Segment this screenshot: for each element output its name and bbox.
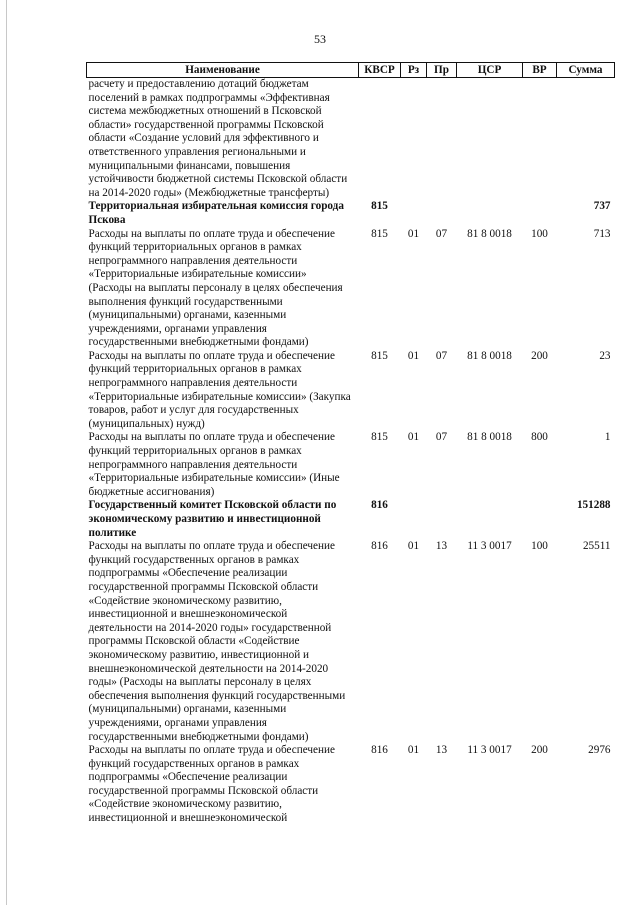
table-row xyxy=(87,744,615,826)
row-pr xyxy=(427,200,457,227)
row-csr: 81 8 0018 xyxy=(467,431,512,444)
row-kvsr: 816 xyxy=(371,744,388,757)
row-rz: 01 xyxy=(407,349,420,362)
row-csr xyxy=(457,78,523,201)
row-csr: 81 8 0018 xyxy=(467,349,512,362)
header-vr: ВР xyxy=(523,63,557,78)
row-name: Расходы на выплаты по оплате труда и обеспечение функций территориальных органов в рамках непрограммного направления деятельности «Территориальные избирательные комиссии» (Расходы на выплаты персоналу в целях обеспечения выполнения функций государственными (муниципальными) органами, казенными учреждениями, органами управления государственными внебюджетными фондами) xyxy=(88,227,343,349)
row-pr: 07 xyxy=(435,349,448,362)
page-number: 53 xyxy=(314,32,326,46)
row-name: Расходы на выплаты по оплате труда и обеспечение функций государственных органов в рамках подпрограммы «Обеспечение реализации государственной программы Псковской области «Содействие экономическому развитию, инвестиционной и внешнеэкономической деятельности на 2014-2020 годы» государственной программы Псковской области «Содействие экономическому развитию, инвестиционной и внешнеэкономической деятельности на 2014-2020 годы» (Расходы на выплаты персоналу в целях обеспечения выполнения функций государственными (муниципальными) органами, казенными учреждениями, органами управления государственными внебюджетными фондами) xyxy=(88,540,346,743)
row-sum: 23 xyxy=(599,349,611,362)
row-kvsr: 816 xyxy=(371,499,388,512)
header-rz: Рз xyxy=(401,63,427,78)
table-row xyxy=(87,350,615,432)
row-kvsr: 815 xyxy=(371,431,388,444)
row-sum xyxy=(557,78,615,201)
row-pr: 13 xyxy=(435,540,448,553)
row-rz xyxy=(401,499,427,540)
table-row xyxy=(87,431,615,499)
row-vr xyxy=(523,78,557,201)
row-name: Расходы на выплаты по оплате труда и обеспечение функций территориальных органов в рамках непрограммного направления деятельности «Территориальные избирательные комиссии» (Закупка товаров, работ и услуг для государственных (муниципальных) нужд) xyxy=(88,349,351,430)
row-csr xyxy=(457,200,523,227)
row-csr xyxy=(457,499,523,540)
table-row xyxy=(87,499,615,540)
row-pr: 07 xyxy=(435,227,448,240)
row-sum: 1 xyxy=(604,431,611,444)
row-rz: 01 xyxy=(407,431,420,444)
row-name: Государственный комитет Псковской области по экономическому развитию и инвестиционной политике xyxy=(88,499,337,539)
row-rz: 01 xyxy=(407,540,420,553)
row-kvsr: 815 xyxy=(371,227,388,240)
row-pr xyxy=(427,78,457,201)
row-pr xyxy=(427,499,457,540)
row-name: Территориальная избирательная комиссия города Пскова xyxy=(88,200,344,226)
table-row xyxy=(87,228,615,350)
row-sum: 713 xyxy=(593,227,611,240)
header-name: Наименование xyxy=(87,63,359,78)
row-vr: 100 xyxy=(531,540,548,553)
budget-table xyxy=(86,62,615,826)
row-vr xyxy=(523,499,557,540)
header-kvsr: КВСР xyxy=(359,63,401,78)
row-rz: 01 xyxy=(407,227,420,240)
row-vr: 200 xyxy=(531,349,548,362)
table-row xyxy=(87,200,615,227)
row-sum: 2976 xyxy=(588,744,611,757)
row-kvsr: 816 xyxy=(371,540,388,553)
row-name: расчету и предоставлению дотаций бюджетам поселений в рамках подпрограммы «Эффективная система межбюджетных отношений в Псковской области» государственной программы Псковской области «Создание условий для эффективного и ответственного управления региональными и муниципальными финансами, повышения устойчивости бюджетной системы Псковской области на 2014-2020 годы» (Межбюджетные трансферты) xyxy=(88,78,348,199)
row-vr: 100 xyxy=(531,227,548,240)
table-row xyxy=(87,540,615,744)
row-sum: 737 xyxy=(593,200,611,213)
row-kvsr: 815 xyxy=(371,200,388,213)
row-csr: 11 3 0017 xyxy=(467,744,512,757)
row-pr: 07 xyxy=(435,431,448,444)
row-vr xyxy=(523,200,557,227)
row-sum: 25511 xyxy=(582,540,611,553)
row-rz: 01 xyxy=(407,744,420,757)
row-csr: 11 3 0017 xyxy=(467,540,512,553)
row-rz xyxy=(401,78,427,201)
table-header-row xyxy=(87,63,615,78)
header-pr: Пр xyxy=(427,63,457,78)
row-sum: 151288 xyxy=(576,499,611,512)
scan-edge-line xyxy=(6,0,7,905)
header-sum: Сумма xyxy=(557,63,615,78)
row-vr: 200 xyxy=(531,744,548,757)
header-csr: ЦСР xyxy=(457,63,523,78)
row-rz xyxy=(401,200,427,227)
row-kvsr xyxy=(359,78,401,201)
row-csr: 81 8 0018 xyxy=(467,227,512,240)
row-kvsr: 815 xyxy=(371,349,388,362)
row-name: Расходы на выплаты по оплате труда и обеспечение функций государственных органов в рамках подпрограммы «Обеспечение реализации государственной программы Псковской области «Содействие экономическому развитию, инвестиционной и внешнеэкономической xyxy=(88,744,335,825)
row-name: Расходы на выплаты по оплате труда и обеспечение функций территориальных органов в рамках непрограммного направления деятельности «Территориальные избирательные комиссии» (Иные бюджетные ассигнования) xyxy=(88,431,340,498)
table-row xyxy=(87,78,615,201)
row-pr: 13 xyxy=(435,744,448,757)
row-vr: 800 xyxy=(531,431,548,444)
